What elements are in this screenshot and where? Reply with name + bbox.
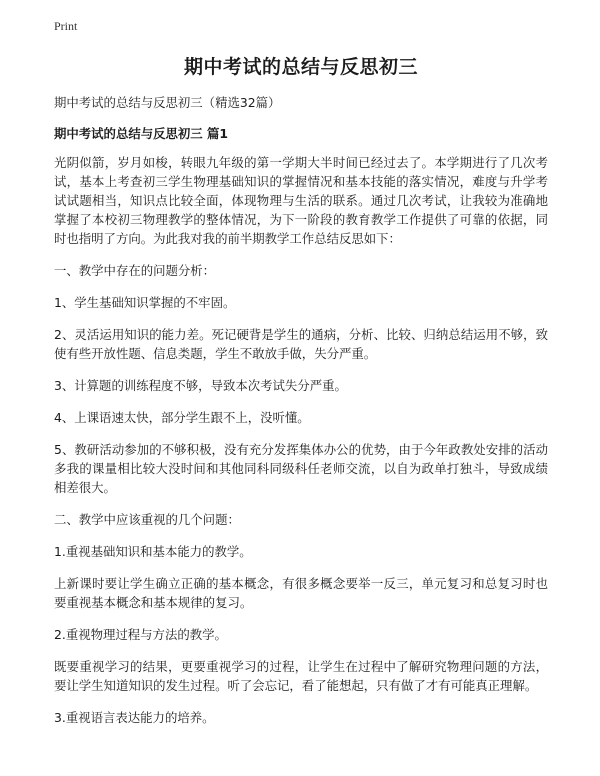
paragraph-item: 5、教研活动参加的不够积极，没有充分发挥集体办公的优势，由于今年政教处安排的活动多我的课量相比较大没时间和其他同科同级科任老师交流，以自为政单打独斗，导致成绩相差很大。 bbox=[54, 442, 548, 495]
section-heading: 期中考试的总结与反思初三 篇1 bbox=[54, 126, 229, 141]
heading-problems: 一、教学中存在的问题分析： bbox=[54, 263, 216, 278]
document-title: 期中考试的总结与反思初三 bbox=[183, 56, 418, 78]
paragraph-item: 上新课时要让学生确立正确的基本概念，有很多概念要举一反三，单元复习和总复习时也要重视基本概念和基本规律的复习。 bbox=[54, 576, 548, 610]
paragraph-item: 2.重视物理过程与方法的教学。 bbox=[54, 627, 227, 642]
document-subtitle: 期中考试的总结与反思初三（精选32篇） bbox=[54, 95, 281, 110]
paragraph-item: 4、上课语速太快，部分学生跟不上，没听懂。 bbox=[54, 410, 310, 425]
paragraph-item: 3、计算题的训练程度不够，导致本次考试失分严重。 bbox=[54, 378, 347, 393]
paragraph-item: 3.重视语言表达能力的培养。 bbox=[54, 710, 215, 725]
print-link[interactable]: Print bbox=[54, 19, 78, 33]
paragraph-intro: 光阴似箭，岁月如梭，转眼九年级的第一学期大半时间已经过去了。本学期进行了几次考试，基本上考查初三学生物理基础知识的掌握情况和基本技能的落实情况，难度与升学考试试题相当，知识点比较全面，体现物理与生活的联系。通过几次考试，让我较为准确地掌握了本校初三物理教学的整体情况，为下一阶段的教育教学工作提供了可靠的依据，同时也指明了方向。为此我对我的前半期教学工作总结反思如下： bbox=[54, 155, 548, 246]
heading-focus: 二、教学中应该重视的几个问题： bbox=[54, 512, 240, 527]
document-body bbox=[54, 93, 548, 740]
paragraph-item: 1、学生基础知识掌握的不牢固。 bbox=[54, 295, 236, 310]
paragraph-item: 2、灵活运用知识的能力差。死记硬背是学生的通病，分析、比较、归纳总结运用不够，致使有些开放性题、信息类题，学生不敢放手做，失分严重。 bbox=[54, 327, 548, 361]
paragraph-item: 既要重视学习的结果，更要重视学习的过程，让学生在过程中了解研究物理问题的方法，要让学生知道知识的发生过程。听了会忘记，看了能想起，只有做了才有可能真正理解。 bbox=[54, 659, 548, 693]
paragraph-item: 1.重视基础知识和基本能力的教学。 bbox=[54, 544, 252, 559]
